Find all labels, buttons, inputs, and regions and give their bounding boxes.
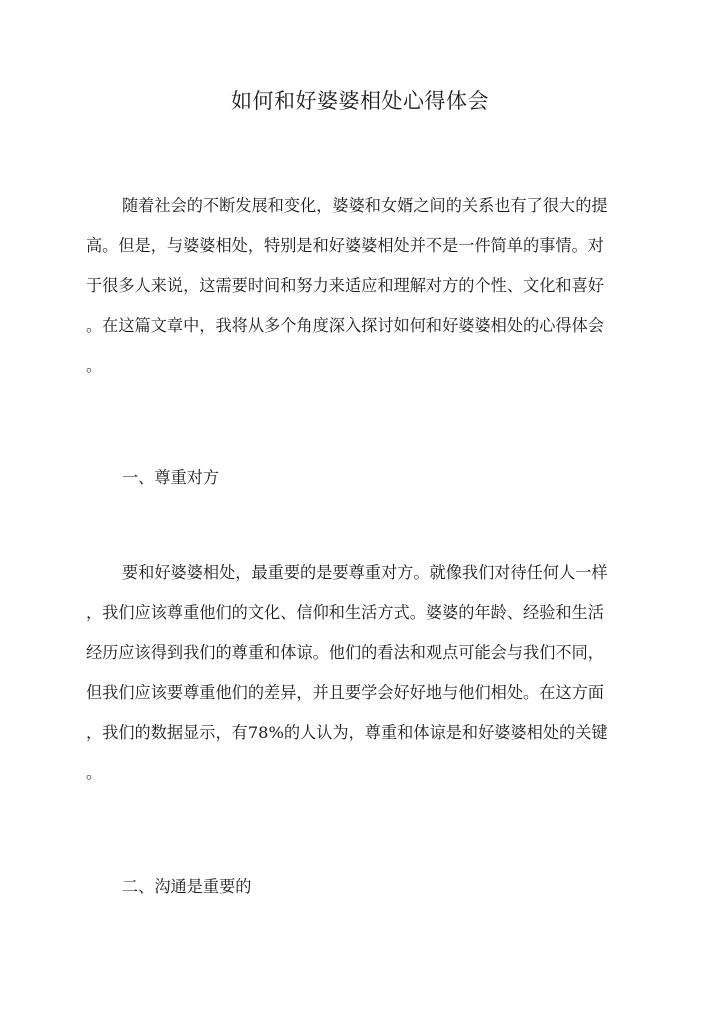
paragraph-line: 要和好婆婆相处，最重要的是要尊重对方。就像我们对待任何人一样	[122, 563, 608, 582]
section-heading-1: 一、尊重对方	[122, 468, 220, 487]
intro-paragraph	[86, 186, 634, 386]
paragraph-line: 但我们应该要尊重他们的差异，并且要学会好好地与他们相处。在这方面	[86, 683, 604, 702]
paragraph-line: 。	[86, 763, 103, 782]
paragraph-line: 随着社会的不断发展和变化，婆婆和女婿之间的关系也有了很大的提	[122, 196, 608, 215]
paragraph-line: 。	[86, 356, 103, 375]
paragraph-line: ，我们应该尊重他们的文化、信仰和生活方式。婆婆的年龄、经验和生活	[86, 603, 604, 622]
paragraph-line: 经历应该得到我们的尊重和体谅。他们的看法和观点可能会与我们不同，	[86, 643, 604, 662]
section-heading-2: 二、沟通是重要的	[122, 877, 252, 896]
document-title: 如何和好婆婆相处心得体会	[231, 89, 489, 113]
section1-paragraph	[86, 553, 634, 793]
paragraph-line: 于很多人来说，这需要时间和努力来适应和理解对方的个性、文化和喜好	[86, 276, 604, 295]
paragraph-line: ，我们的数据显示，有78%的人认为，尊重和体谅是和好婆婆相处的关键	[86, 723, 608, 742]
paragraph-line: 。在这篇文章中，我将从多个角度深入探讨如何和好婆婆相处的心得体会	[86, 316, 604, 335]
paragraph-line: 高。但是，与婆婆相处，特别是和好婆婆相处并不是一件简单的事情。对	[86, 236, 604, 255]
